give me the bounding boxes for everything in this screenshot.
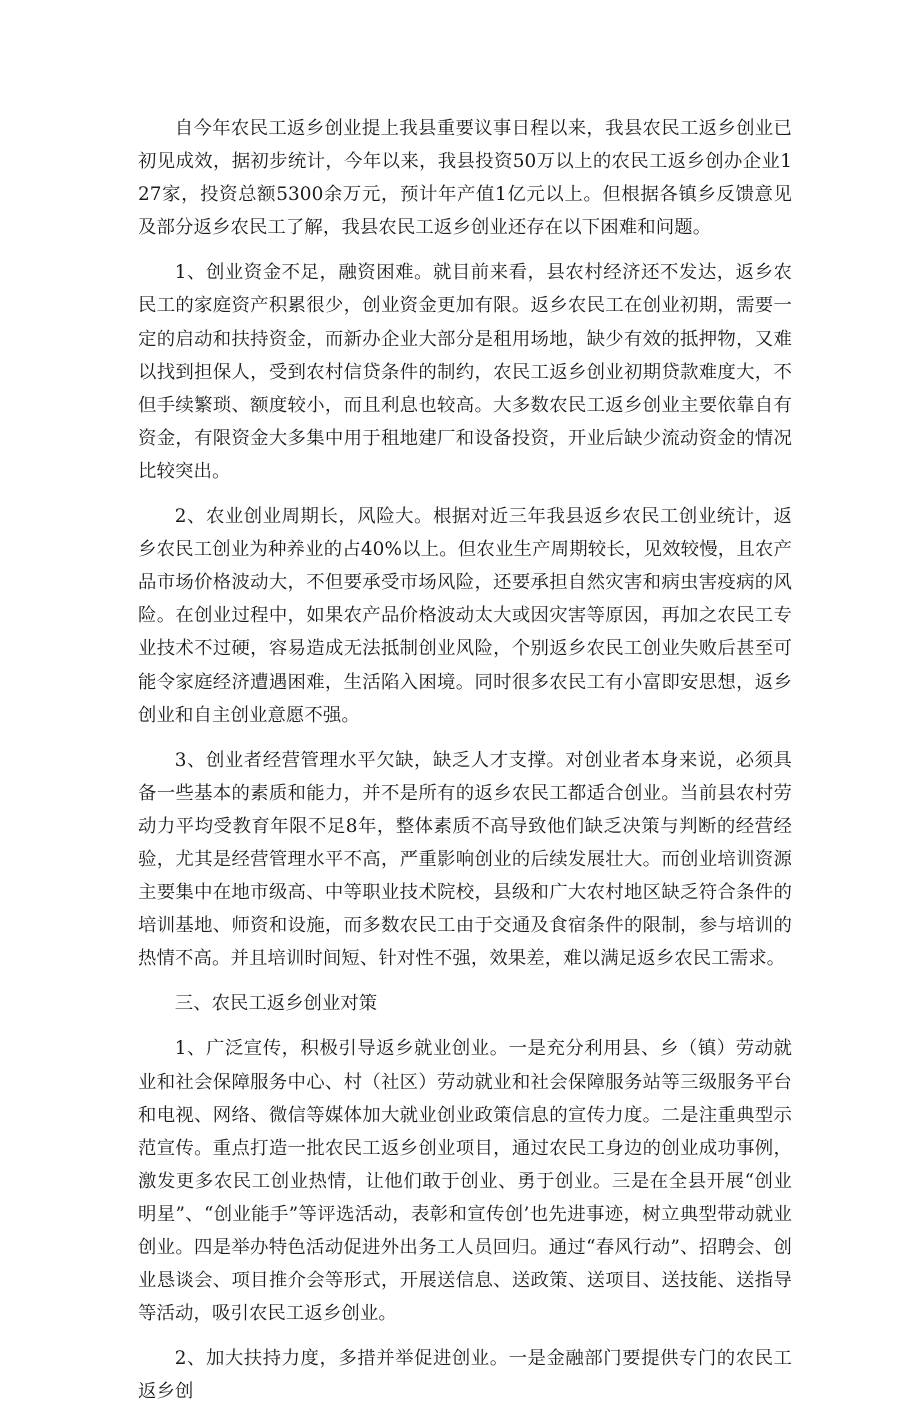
document-page — [138, 112, 792, 1420]
paragraph-measure-1: 1、广泛宣传，积极引导返乡就业创业。一是充分利用县、乡（镇）劳动就业和社会保障服务中心、村（社区）劳动就业和社会保障服务站等三级服务平台和电视、网络、微信等媒体加大就业创业政策信息的宣传力度。二是注重典型示范宣传。重点打造一批农民工返乡创业项目，通过农民工身边的创业成功事例，激发更多农民工创业热情，让他们敢于创业、勇于创业。三是在全县开展“创业明星”、“创业能手”等评选活动，表彰和宣传创’也先进事迹，树立典型带动就业创业。四是举办特色活动促进外出务工人员回归。通过“春风行动”、招聘会、创业恳谈会、项目推介会等形式，开展送信息、送政策、送项目、送技能、送指导等活动，吸引农民工返乡创业。 — [138, 1038, 792, 1325]
paragraph-problem-1: 1、创业资金不足，融资困难。就目前来看，县农村经济还不发达，返乡农民工的家庭资产积累很少，创业资金更加有限。返乡农民工在创业初期，需要一定的启动和扶持资金，而新办企业大部分是租用场地，缺少有效的抵押物，又难以找到担保人，受到农村信贷条件的制约，农民工返乡创业初期贷款难度大，不但手续繁琐、额度较小，而且利息也较高。大多数农民工返乡创业主要依靠自有资金，有限资金大多集中用于租地建厂和设备投资，开业后缺少流动资金的情况比较突出。 — [138, 262, 792, 482]
paragraph-problem-3: 3、创业者经营管理水平欠缺，缺乏人才支撑。对创业者本身来说，必须具备一些基本的素质和能力，并不是所有的返乡农民工都适合创业。当前县农村劳动力平均受教育年限不足8年，整体素质不高导致他们缺乏决策与判断的经营经验，尤其是经营管理水平不高，严重影响创业的后续发展壮大。而创业培训资源主要集中在地市级高、中等职业技术院校，县级和广大农村地区缺乏符合条件的培训基地、师资和设施，而多数农民工由于交通及食宿条件的限制，参与培训的热情不高。并且培训时间短、针对性不强，效果差，难以满足返乡农民工需求。 — [138, 749, 792, 970]
paragraph-problem-2: 2、农业创业周期长，风险大。根据对近三年我县返乡农民工创业统计，返乡农民工创业为种养业的占40%以上。但农业生产周期较长，见效较慢，且农产品市场价格波动大，不但要承受市场风险，还要承担自然灾害和病虫害疫病的风险。在创业过程中，如果农产品价格波动太大或因灾害等原因，再加之农民工专业技术不过硬，容易造成无法抵制创业风险，个别返乡农民工创业失败后甚至可能令家庭经济遭遇困难，生活陷入困境。同时很多农民工有小富即安思想，返乡创业和自主创业意愿不强。 — [138, 506, 792, 726]
section-heading: 三、农民工返乡创业对策 — [174, 993, 378, 1015]
paragraph-measure-2: 2、加大扶持力度，多措并举促进创业。一是金融部门要提供专门的农民工返乡创 — [138, 1348, 792, 1403]
paragraph-intro: 自今年农民工返乡创业提上我县重要议事日程以来，我县农民工返乡创业已初见成效，据初步统计，今年以来，我县投资50万以上的农民工返乡创办企业127家，投资总额5300余万元，预计年产值1亿元以上。但根据各镇乡反馈意见及部分返乡农民工了解，我县农民工返乡创业还存在以下困难和问题。 — [138, 118, 792, 239]
